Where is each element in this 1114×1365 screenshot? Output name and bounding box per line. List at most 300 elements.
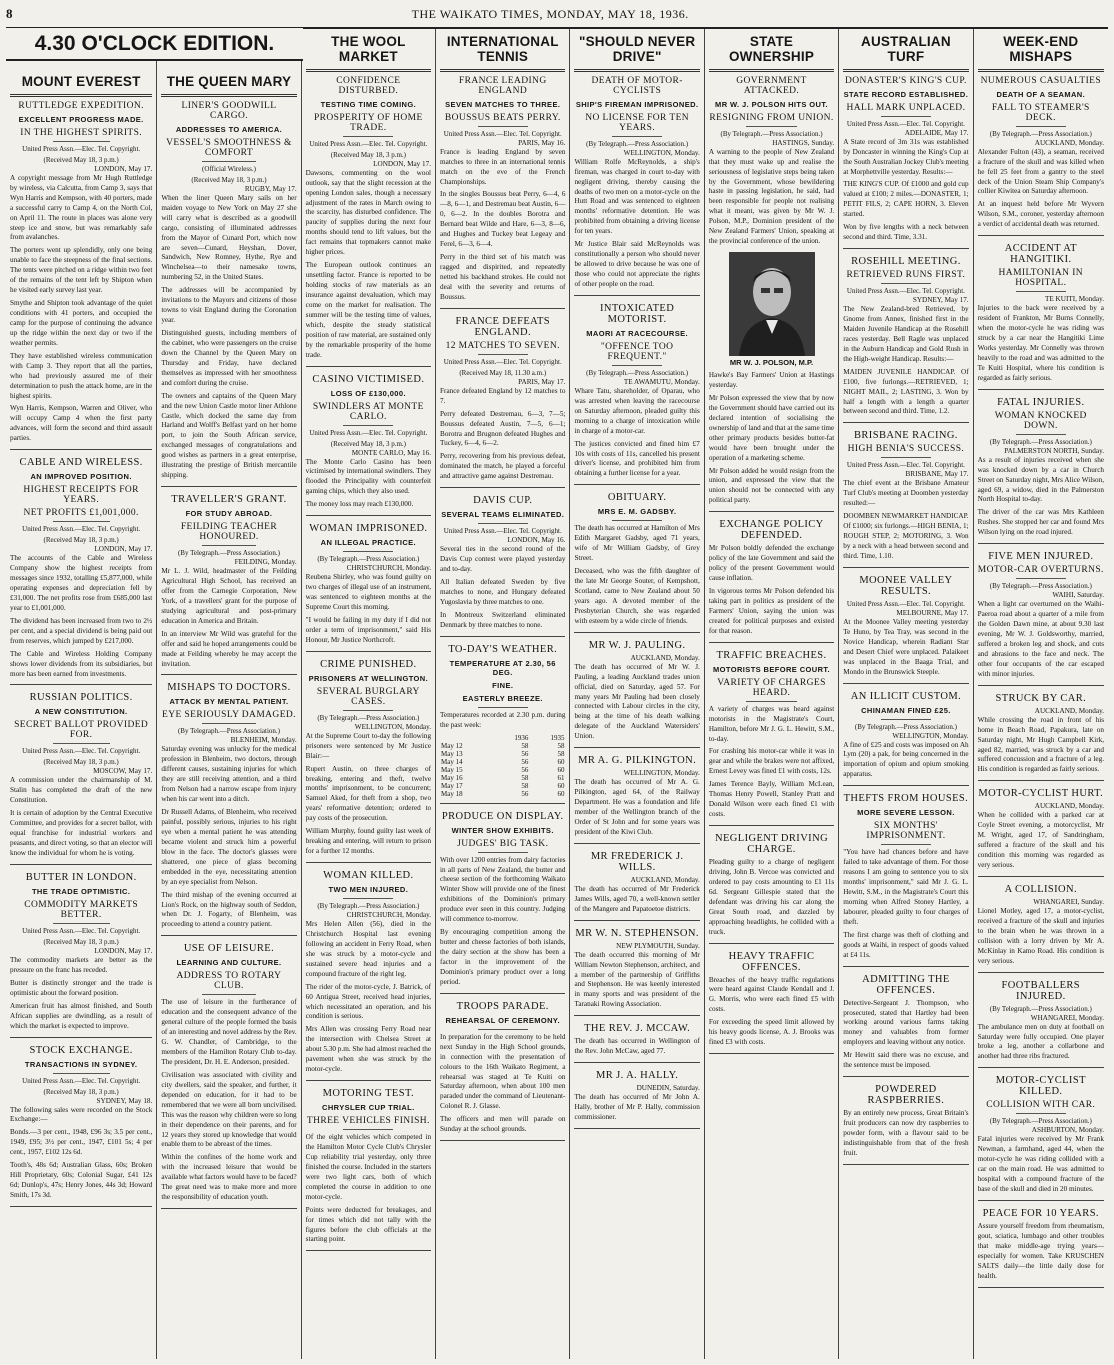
section-divider [978, 685, 1104, 686]
bold-subheading: EXCELLENT PROGRESS MADE. [18, 114, 144, 124]
article [161, 494, 296, 675]
bold-subheading: DEATH OF A SEAMAN. [996, 89, 1086, 99]
article-headline: BUTTER IN LONDON. [25, 871, 137, 883]
divider-rule [612, 136, 662, 137]
article-headline: FRANCE DEFEATS ENGLAND. [455, 315, 551, 338]
paragraph: William Rolfe McReynolds, a ship's fireman, was charged in court to-day with negligent driving, thereby causing the deaths of two men on a motor-cycle on the Hutt Road and was sentenced to eighteen months' reformative detention. He was prohibited from obtaining a driving license for ten years. [574, 157, 700, 236]
section-divider [574, 1128, 699, 1129]
paragraph: Smythe and Shipton took advantage of the quiet conditions with 41 porters, and occupied the camp for the purpose of continuing the advance up the ridge within the next day or two if the weather permits. [10, 299, 153, 347]
article [978, 397, 1104, 545]
article [10, 872, 152, 1038]
section-divider [161, 1208, 296, 1209]
article-headline: DAVIS CUP. [473, 495, 533, 507]
received-line: (Received May 18, 3 p.m.) [330, 150, 406, 159]
paragraph: Mr Polson boldly defended the exchange policy of the late Government and said the policy of the present Government would cause inflation. [708, 544, 835, 583]
article-headline: THE REV. J. MCCAW. [584, 1023, 691, 1035]
paragraph: Detective-Sergeant J. Thompson, who prosecuted, stated that Hartley had been working around various farms taking money and valuables from former employers and leaving without any notice. [843, 998, 969, 1047]
paragraph: As a result of injuries received when she was knocked down by a car in Church Street on Saturday night, Mrs Alice Wilson, aged 69, a widow, died in the Palmerston North Hospital to-day. [977, 455, 1104, 504]
article [306, 523, 431, 652]
paragraph: Rupert Austin, on three charges of breaking, entering and theft, twelve months' imprisonment, to be concurrent; Samuel Aked, for theft from a shop, two years' reformative detention; ordered to pay costs of the prosecution. [305, 764, 432, 823]
divider-rule [343, 425, 393, 426]
article [843, 575, 968, 684]
bold-subheading: TRANSACTIONS IN SYDNEY. [24, 1059, 138, 1069]
received-line: (Received May 18, 3 p.m.) [43, 536, 119, 545]
paragraph: By encouraging competition among the butter and cheese factories of both islands, the dairy section at the show has been a factor in the improvement of the Dominion's primary product over a long period. [440, 928, 566, 986]
portrait-caption: MR W. J. POLSON, M.P. [729, 358, 814, 368]
paragraph: Butter is distinctly stronger and the trade is optimistic about the forward position. [10, 978, 153, 997]
article [10, 692, 152, 865]
article-headline: MR A. G. PILKINGTON. [578, 755, 697, 767]
columns [6, 29, 1108, 1359]
column-1 [6, 29, 157, 1359]
bold-subheading: TWO MEN INJURED. [328, 885, 409, 894]
received-line: (Received May 18, 3 p.m.) [43, 155, 119, 164]
table-cell: May 14 [441, 757, 463, 766]
article [843, 793, 968, 966]
article-headline: ACCIDENT AT HANGITIKI. [1004, 243, 1077, 266]
paragraph: For crashing his motor-car while it was in gear and while the brakes were not affixed, Ernest Levey was fined £1 with costs, 12s. [708, 747, 835, 776]
article-headline: TRAFFIC BREACHES. [716, 649, 827, 661]
subheading: FRANCE LEADING ENGLAND [458, 75, 547, 96]
subheading: HIGHEST RECEIPTS FOR YEARS. [23, 485, 139, 506]
divider-rule [881, 283, 931, 284]
article [440, 644, 565, 804]
subheading: HIGH BENIA'S SUCCESS. [847, 444, 965, 455]
table-cell: 61 [557, 773, 565, 782]
section-divider [574, 1062, 699, 1063]
article [574, 1023, 699, 1063]
dateline: BRISBANE, May 17. [905, 470, 969, 479]
article [306, 374, 431, 517]
bold-subheading: FINE. [492, 680, 514, 690]
article [709, 951, 834, 1055]
dateline: AUCKLAND, Monday. [1034, 802, 1104, 811]
wire-credit: United Press Assn.—Elec. Tel. Copyright. [309, 139, 428, 148]
divider-rule [202, 994, 256, 995]
article [574, 303, 699, 485]
article-headline: CRIME PUNISHED. [320, 658, 417, 670]
table-cell: 60 [557, 789, 565, 798]
table-cell: May 15 [441, 765, 463, 774]
dateline: HASTINGS, Sunday. [772, 138, 835, 147]
section-divider [978, 1287, 1104, 1288]
subheading: SWINDLERS AT MONTE CARLO. [312, 401, 424, 422]
wire-credit: United Press Assn.—Elec. Tel. Copyright. [22, 525, 141, 534]
section-divider [574, 632, 699, 633]
subheading: ADDRESS TO ROTARY CLUB. [176, 971, 282, 992]
table-row [440, 758, 565, 766]
article [306, 35, 431, 367]
bold-subheading: ATTACK BY MENTAL PATIENT. [169, 697, 289, 707]
table-row [440, 750, 565, 758]
dateline: WAIHI, Saturday. [1052, 591, 1104, 600]
table-cell: 58 [521, 773, 529, 782]
article-headline: WOMAN IMPRISONED. [309, 523, 428, 535]
subheading: "OFFENCE TOO FREQUENT." [600, 341, 674, 362]
dateline: RUGBY, May 17. [244, 184, 297, 193]
section-divider [843, 248, 968, 249]
wire-credit: United Press Assn.—Elec. Tel. Copyright. [22, 144, 141, 153]
table-cell: 58 [521, 741, 529, 750]
received-line: (Received May 18, 3 p.m.) [191, 175, 267, 184]
paragraph: A warning to the people of New Zealand that they must wake up and realise the seriousness of legislative steps being taken by the Government, whose bewildering haste in passing legislation, he said, had been responsible for people not realising what it meant, was given by Mr W. J. Polson, M.P., Dominion president of the New Zealand Farmers' Union, speaking at the provincial conference of the union. [708, 147, 835, 246]
dateline: PALMERSTON NORTH, Sunday. [1004, 446, 1104, 455]
divider-rule [746, 701, 796, 702]
article-headline: POWDERED RASPBERRIES. [867, 1084, 945, 1107]
bold-subheading: ADDRESSES TO AMERICA. [175, 124, 283, 134]
table-cell: 58 [557, 741, 565, 750]
received-line: (Official Wireless.) [202, 164, 256, 173]
article-headline: STOCK EXCHANGE. [29, 1044, 133, 1056]
dateline: MOSCOW, May 17. [93, 767, 153, 776]
article-headline: "SHOULD NEVER DRIVE" [579, 34, 696, 64]
subheading: EYE SERIOUSLY DAMAGED. [162, 710, 296, 721]
paragraph: The Monte Carlo Casino has been victimised by international swindlers. They flooded the Principality with counterfeit gaming chips, which they also used. [305, 457, 432, 496]
section-divider [10, 684, 152, 685]
subheading: 12 MATCHES TO SEVEN. [445, 340, 560, 351]
section-divider [709, 511, 834, 512]
press-credit: (By Telegraph.—Press Association.) [586, 368, 689, 377]
column-5 [570, 29, 704, 1359]
bold-subheading: EASTERLY BREEZE. [462, 693, 543, 703]
divider-rule [202, 161, 256, 162]
paragraph: Perry, recovering from his previous defeat, dominated the match, he played a forceful and attractive game against Destremau. [440, 452, 566, 481]
press-credit: (By Telegraph.—Press Association.) [989, 129, 1092, 138]
subheading: RETRIEVED RUNS FIRST. [846, 270, 966, 281]
article-headline: MOUNT EVEREST [21, 74, 141, 89]
bold-subheading: WINTER SHOW EXHIBITS. [451, 825, 554, 835]
bold-subheading: SEVEN MATCHES TO THREE. [445, 99, 561, 109]
paragraph: The commodity markets are better as the pressure on the franc has receded. [10, 955, 153, 974]
paragraph: The justices convicted and fined him £7 10s with costs of 11s, cancelled his present driver's license, and prohibited him from obtaining a further license for a year. [574, 439, 700, 478]
article [440, 811, 565, 994]
column-8 [974, 29, 1108, 1359]
headline-rule [843, 69, 968, 72]
divider-rule [1016, 291, 1067, 292]
section-divider [709, 642, 834, 643]
dateline: LONDON, May 16. [507, 536, 566, 545]
paragraph: The porters went up splendidly, only one being unable to face the steepness of the final sections. The tents were pitched on a ridge within two feet of the remains of the tent left by Shipton when he visited early survey last year. [10, 246, 153, 295]
article [978, 693, 1104, 782]
paragraph: Mr Polson expressed the view that by now the Government should have carried out its declared intention of socialising the ownership of land and that at the same time other primary products besides butter-fat would have been brought under the operation of a marketing scheme. [708, 393, 835, 462]
article-headline: AN ILLICIT CUSTOM. [850, 690, 962, 702]
divider-rule [1016, 578, 1067, 579]
divider-rule [881, 116, 931, 117]
table-cell: 56 [521, 789, 529, 798]
section-divider [10, 449, 152, 450]
section-divider [10, 1037, 152, 1038]
bold-subheading: AN ILLEGAL PRACTICE. [320, 538, 417, 548]
wire-credit: United Press Assn.—Elec. Tel. Copyright. [846, 287, 965, 296]
divider-rule [53, 521, 110, 522]
dateline: LONDON, May 17. [94, 545, 153, 554]
table-cell: 1936 [514, 733, 529, 742]
section-divider [843, 785, 968, 786]
article-headline: TRAVELLER'S GRANT. [171, 494, 287, 506]
section-divider [709, 1053, 834, 1054]
article-headline: TO-DAY'S WEATHER. [448, 643, 558, 655]
dateline: FEILDING, Monday. [234, 558, 297, 567]
subheading: MOTOR-CAR OVERTURNS. [977, 565, 1104, 576]
article-headline: BRISBANE RACING. [854, 430, 958, 442]
paragraph: Temperatures recorded at 2.30 p.m. during the past week: [440, 710, 566, 729]
paragraph: At the Supreme Court to-day the following prisoners were sentenced by Mr Justice Blair:— [305, 731, 432, 760]
table-row [440, 766, 565, 774]
article-headline: WEEK-END MISHAPS [1003, 34, 1079, 64]
paragraph: A variety of charges was heard against motorists in the Magistrate's Court, Hamilton, before Mr J. G. L. Hewitt, S.M., to-day. [708, 704, 835, 743]
article-headline: A COLLISION. [1004, 883, 1078, 895]
paragraph: Whare Tatu, shareholder, of Oparau, who was arrested when leaving the racecourse on Saturday afternoon, pleaded guilty this morning to a charge of intoxication while in charge of a motor-car. [574, 386, 700, 435]
section-divider [978, 235, 1104, 236]
edition-banner: 4.30 O'CLOCK EDITION. [6, 28, 303, 61]
subheading: DEATH OF MOTOR-CYCLISTS [591, 75, 683, 96]
divider-rule [1016, 126, 1067, 127]
article-headline: AUSTRALIAN TURF [861, 34, 951, 64]
article [843, 691, 968, 787]
page-number: 8 [6, 6, 13, 21]
paragraph: Distinguished guests, including members of the cabinet, who were passengers on the cruise down the Channel by the Queen Mary on Thursday and Friday, have declared themselves as impressed with her smoothness and comfort during the cruise. [161, 329, 297, 387]
article-headline: PEACE FOR 10 YEARS. [982, 1207, 1099, 1219]
bold-subheading: FOR STUDY ABROAD. [185, 509, 273, 519]
wire-credit: United Press Assn.—Elec. Tel. Copyright. [22, 1076, 141, 1085]
dateline: NEW PLYMOUTH, Sunday. [616, 941, 700, 950]
article-headline: THE QUEEN MARY [166, 74, 292, 89]
paragraph: Breaches of the heavy traffic regulations were heard against Claude Kendall and J. G. Morris, who were each fined £5 with costs. [708, 975, 835, 1014]
paragraph: "You have had chances before and have failed to take advantage of them. For those reasons I am going to sentence you to six months' imprisonment," said Mr J. G. L. Hewitt, S.M., in the Magistrate's Court this morning when Alfred Stoney Hartley, a labourer, pleaded guilty to four charges of theft. [843, 848, 969, 926]
article [440, 316, 565, 488]
article [843, 1084, 968, 1165]
paragraph: Wyn Harris, Kempson, Warren and Oliver, who will occupy Camp 4 when the first party advances, will form the second and third assault parties. [10, 404, 153, 443]
table-cell: 56 [521, 765, 529, 774]
article-headline: TROOPS PARADE. [456, 1000, 549, 1012]
table-cell: 58 [521, 781, 529, 790]
divider-rule [53, 923, 110, 924]
received-line: (Received May 18, 3 p.m.) [43, 937, 119, 946]
article [574, 640, 699, 749]
table-cell: 60 [557, 757, 565, 766]
headline-rule [440, 69, 565, 72]
received-line: (Received May 18, 3 p.m.) [43, 758, 119, 767]
subheading: FEILDING TEACHER HONOURED. [180, 522, 278, 543]
paragraph: The ambulance men on duty at football on Saturday were fully occupied. One player broke a leg, another a collarbone and another had three ribs fractured. [977, 1022, 1104, 1061]
paragraph: The death has occurred of Mr John A. Hally, brother of Mr P. Hally, commission commissioner. [574, 1093, 700, 1121]
subheading: PROSPERITY OF HOME TRADE. [313, 112, 423, 133]
divider-rule [343, 551, 393, 552]
section-divider [574, 920, 699, 921]
article-headline: ROSEHILL MEETING. [851, 256, 961, 268]
section-divider [10, 864, 152, 865]
paragraph: Of the eight vehicles which competed in the Hamilton Motor Cycle Club's Chrysler Cup reliability trial yesterday, only three finished the course. Included in the starters were two light cars, both of which completed the course in addition to one motor-cycle. [305, 1133, 432, 1201]
section-divider [161, 674, 296, 675]
paragraph: The first charge was theft of clothing and goods at Waihi, in respect of goods valued at £4 11s. [843, 930, 969, 959]
paragraph: By an entirely new process, Great Britain's fruit producers can now dry raspberries to powder form, with a flavour said to be indistinguishable from that of the fresh fruit. [843, 1109, 969, 1157]
paragraph: At the Moonee Valley meeting yesterday Te Huno, by Tea Tray, was second in the Novice Handicap, wherein Radiant Star and Desert Chief were unplaced. Palaikeet was unplaced in the Baaga Trial, and Mondo in the Brunswick Steeple. [843, 617, 969, 676]
paragraph: James Terence Bayly, William McLean, Thomas Henry Powell, Stanley Pratt and Donald Wilson were each fined £1 with costs. [708, 780, 835, 819]
table-cell: 1935 [550, 733, 565, 742]
paragraph: The New Zealand-bred Retrieved, by Gnome from Annex, finished first in the Maiden Juvenile Handicap at the Rosehill races yesterday. Bell Ragle was unplaced in the Auburn Handicap and Gold Rush in the High-weight Handicap. Results:— [843, 305, 969, 363]
table-cell: 60 [557, 781, 565, 790]
paragraph: Lionel Motley, aged 17, a motor-cyclist, received a fracture of the skull and injuries to the brain when he was thrown in a collision with a lorry driven by Mr A. McKinlay in Kamo Road. His condition is very serious. [977, 906, 1104, 965]
section-divider [306, 366, 431, 367]
paragraph: The accounts of the Cable and Wireless Company show the highest receipts from messages since 1932, totalling £5,877,000, while operating expenses and depreciation fell by £31,000. The net profits rose from £685,000 last year to £1,001,000. [10, 554, 153, 612]
divider-rule [478, 523, 528, 524]
subheading: FALL TO STEAMER'S DECK. [991, 102, 1090, 123]
article-headline: CASINO VICTIMISED. [312, 373, 425, 385]
section-divider [440, 803, 565, 804]
dateline: DUNEDIN, Saturday. [636, 1084, 700, 1093]
headline-rule [574, 69, 699, 72]
divider-rule [1016, 434, 1067, 435]
press-credit: (By Telegraph.—Press Association.) [586, 139, 689, 148]
paragraph: William Murphy, found guilty last week of breaking and entering, will return to prison for a further 12 months. [305, 827, 432, 856]
bold-subheading: SEVERAL TEAMS ELIMINATED. [441, 510, 565, 520]
press-credit: (By Telegraph.—Press Association.) [989, 1004, 1092, 1013]
section-divider [306, 515, 431, 516]
article-headline: NEGLIGENT DRIVING CHARGE. [715, 833, 829, 855]
paragraph: The European outlook continues an unsettling factor. France is reported to be holding stocks of raw materials as an insurance against devaluation, which may come on the market for realisation. The summer will be the testing time of values, which, despite the steady statistical position of raw material, are sustained only by the remarkable prosperity of the home trade. [305, 261, 432, 359]
article [10, 457, 152, 685]
article [574, 928, 699, 1017]
article [161, 75, 296, 487]
subheading: RUTTLEDGE EXPEDITION. [18, 100, 144, 111]
article-headline: RUSSIAN POLITICS. [29, 692, 133, 704]
dateline: BLENHEIM, Monday. [230, 736, 297, 745]
paragraph: Injuries to the back were received by a resident of Frankton, Mr Burns Connelly, when the motor-cycle he was riding was struck by a car near the Hangitiki Lime Works yesterday. Mr Connelly was thrown heavily to the road and was admitted to the Te Kuiti Hospital, where his condition is regarded as fairly serious. [977, 304, 1104, 382]
paragraph: A State record of 3m 31s was established by Doncaster in winning the King's Cup at the South Australian Jockey Club's meeting at Morphettville yesterday. Results:— [843, 137, 969, 176]
section-divider [306, 862, 431, 863]
article [978, 1208, 1104, 1288]
divider-rule [343, 898, 393, 899]
press-credit: (By Telegraph.—Press Association.) [317, 902, 420, 910]
article [574, 1070, 699, 1129]
paragraph: The owners and captains of the Queen Mary and the new Union Castle motor liner Athlone Castle, which docked the same day from Harland and Wolff's Belfast yard on her home port, to join the South African service, exchanged messages of congratulations and good wishes as partners in a great enterprise, illustrating the prestige of British mercantile shipping. [161, 391, 297, 480]
article [161, 943, 296, 1209]
article-headline: MR J. A. HALLY. [595, 1070, 679, 1082]
article [978, 551, 1104, 686]
article [978, 35, 1104, 236]
paragraph: DOOMBEN NEWMARKET HANDICAP. Of £1000; six furlongs.—HIGH BENIA, 1; ROUGH STEP, 2; MOTORING, 3. Won by a neck with a head between second and third. Time, 1.10. [843, 512, 969, 560]
section-divider [440, 993, 565, 994]
section-divider [978, 543, 1104, 544]
dateline: TE AWAMUTU, Monday. [623, 377, 700, 386]
subheading: LINER'S GOODWILL CARGO. [181, 100, 277, 121]
divider-rule [746, 126, 796, 127]
divider-rule [478, 126, 528, 127]
divider-rule [881, 719, 931, 720]
article [978, 243, 1104, 390]
paragraph: The addresses will be accompanied by invitations to the Mayors and citizens of those towns to visit England during the Coronation year. [161, 286, 297, 325]
article-headline: USE OF LEISURE. [183, 943, 275, 955]
article [709, 519, 834, 642]
dateline: AUCKLAND, Monday. [630, 653, 700, 662]
article-headline: FIVE MEN INJURED. [988, 551, 1094, 563]
column-3 [302, 29, 436, 1359]
article [574, 851, 699, 921]
article [574, 35, 699, 296]
paragraph: The rider of the motor-cycle, J. Batrick, of 60 Antigua Street, received head injuries, which necessitated an operation, and his condition is serious. [305, 982, 432, 1021]
paragraph: Won by five lengths with a neck between second and third. Time, 3.31. [843, 223, 969, 242]
table-cell: May 13 [441, 749, 463, 758]
dateline: PARIS, May 17. [518, 377, 566, 386]
divider-rule [612, 365, 662, 366]
subheading: HALL MARK UNPLACED. [846, 102, 966, 113]
subheading: NUMEROUS CASUALTIES [980, 75, 1102, 86]
article [709, 650, 834, 826]
subheading: BOUSSUS BEATS PERRY. [444, 112, 561, 123]
article [306, 659, 431, 863]
article [10, 1045, 152, 1207]
paragraph: Bonds.—3 per cent., 1948, £96 3s; 3.5 per cent., 1949, £95; 3½ per cent., 1947, £101 5s; 4 per cent., 1957, £102 12s 6d. [10, 1128, 153, 1157]
section-divider [574, 1015, 699, 1016]
section-divider [161, 486, 296, 487]
section-divider [978, 1200, 1104, 1201]
paragraph: Pleading guilty to a charge of negligent driving, John B. Vercoe was convicted and ordered to pay costs amounting to £1 11s 6d. Sergeant Gillespie stated that the defendant was driving his car along the Great South road, and dazzled by approaching headlights, he collided with a truck. [708, 858, 835, 936]
table-row [440, 782, 565, 790]
press-credit: (By Telegraph.—Press Association.) [720, 129, 823, 138]
paragraph: Reubena Shirley, who was found guilty on two charges of illegal use of an instrument, was sentenced to eighteen months at the Supreme Court this morning. [305, 573, 432, 611]
dateline: LONDON, May 17. [94, 946, 153, 955]
paragraph: Fatal injuries were received by Mr Frank Newman, a farmhand, aged 44, when the motor-cycle he was riding collided with a car on the main road. He was admitted to hospital with a compound fracture of the base of the skull and died in 20 minutes. [977, 1135, 1104, 1193]
bold-subheading: MAORI AT RACECOURSE. [586, 328, 688, 338]
divider-rule [53, 1073, 110, 1074]
article [440, 495, 565, 637]
paragraph: Deceased, who was the fifth daughter of the late Mr George Souter, of Kempshott, Scotland, came to New Zealand about 50 years ago. A devoted member of the Presbyterian Church, she was regarded with esteem by a wide circle of friends. [574, 567, 700, 625]
section-divider [10, 1206, 152, 1207]
section-divider [440, 487, 565, 488]
paragraph: Dawsons, commenting on the wool outlook, say that the slight recession at the opening London sales, though a necessary adjustment of the rates in March owing to the scarcity, has disturbed confidence. The paucity of supplies during the next four months should tend to lift values, but the fact remains that topmakers cannot make higher prices. [305, 168, 432, 257]
article-headline: STATE OWNERSHIP [728, 34, 815, 64]
divider-rule [881, 457, 931, 458]
wire-credit: United Press Assn.—Elec. Tel. Copyright. [846, 119, 965, 128]
paragraph: The death occurred this morning of Mr William Newton Stephenson, architect, and a member of the partnership of Griffiths and Stephenson. He was keenly interested in many sports and was president of the Taranaki Rowing Association. [574, 950, 700, 1009]
paragraph: The death has occurred of Mr A. G. Pilkington, aged 64, of the Railway Department. He was a foundation and life member of the Wellington branch of the Order of St John and for some years was president of the Kiwi Club. [574, 778, 700, 836]
divider-rule [612, 520, 662, 521]
article-headline: MOTORING TEST. [322, 1088, 415, 1100]
portrait-photo [729, 252, 815, 356]
section-divider [306, 1250, 431, 1251]
press-credit: (By Telegraph.—Press Association.) [317, 555, 420, 564]
divider-rule [478, 852, 528, 853]
paragraph: The officers and men will parade on Sunday at the school grounds. [440, 1115, 566, 1134]
divider-rule [881, 844, 931, 845]
wire-credit: United Press Assn.—Elec. Tel. Copyright. [22, 747, 141, 756]
paragraph: "I would be failing in my duty if I did not order a term of imprisonment," said His Honour, Mr Justice Northcroft. [305, 615, 432, 644]
paragraph: The death has occurred in Wellington of the Rev. John McCaw, aged 77. [574, 1037, 700, 1056]
paragraph: The third mishap of the evening occurred at Lion's Rock, on the highway south of Seddon, when Dr. J. Fogarty, of Blenheim, was proceeding to attend a country patient. [161, 890, 297, 929]
subheading: DONASTER'S KING'S CUP. [845, 75, 967, 86]
paragraph: It is certain of adoption by the Central Executive Committee, and provides for a secret ballot, with equal franchise for industrial workers and peasants, and direct voting, so that an elector will know the individual for whom he is voting. [10, 809, 153, 858]
dateline: SYDNEY, May 17. [912, 296, 969, 305]
paragraph: For exceeding the speed limit allowed by his heavy goods license, A. J. Brooks was fined £3 with costs. [708, 1018, 835, 1047]
table-cell: May 12 [441, 741, 463, 750]
dateline: WELLINGTON, Monday. [892, 731, 969, 740]
subheading: VARIETY OF CHARGES HEARD. [717, 677, 826, 698]
bold-subheading: CHRYSLER CUP TRIAL. [322, 1103, 415, 1113]
bold-subheading: SHIP'S FIREMAN IMPRISONED. [575, 99, 699, 109]
section-divider [843, 1164, 968, 1165]
dateline: PARIS, May 16. [518, 138, 566, 147]
table-cell: 60 [557, 765, 565, 774]
press-credit: (By Telegraph.—Press Association.) [854, 722, 957, 731]
paragraph: Points were deducted for breakages, and for times which did not tally with the figures before the club officials at the starting point. [305, 1205, 432, 1244]
subheading: NET PROFITS £1,001,000. [23, 508, 139, 519]
paragraph: All Italian defeated Sweden by five matches to none, and Hungary defeated Yugoslavia by three matches to one. [440, 578, 566, 606]
divider-rule [53, 743, 110, 744]
paragraph: When a light car overturned on the Waihi-Paeroa road about a quarter of a mile from the Golden Dawn mine, at about 9.30 last evening, Mr W. J. Goldsworthy, married, suffered a broken leg and shock, and cuts and abrasions to the face and neck. The other four occupants of the car escaped with minor injuries. [977, 600, 1104, 678]
article [574, 755, 699, 844]
subheading: COMMODITY MARKETS BETTER. [24, 899, 139, 920]
paragraph: The death has occurred of Mr Frederick James Wills, aged 70, a well-known settler of the Mangere and Papatoetoe districts. [574, 884, 700, 913]
